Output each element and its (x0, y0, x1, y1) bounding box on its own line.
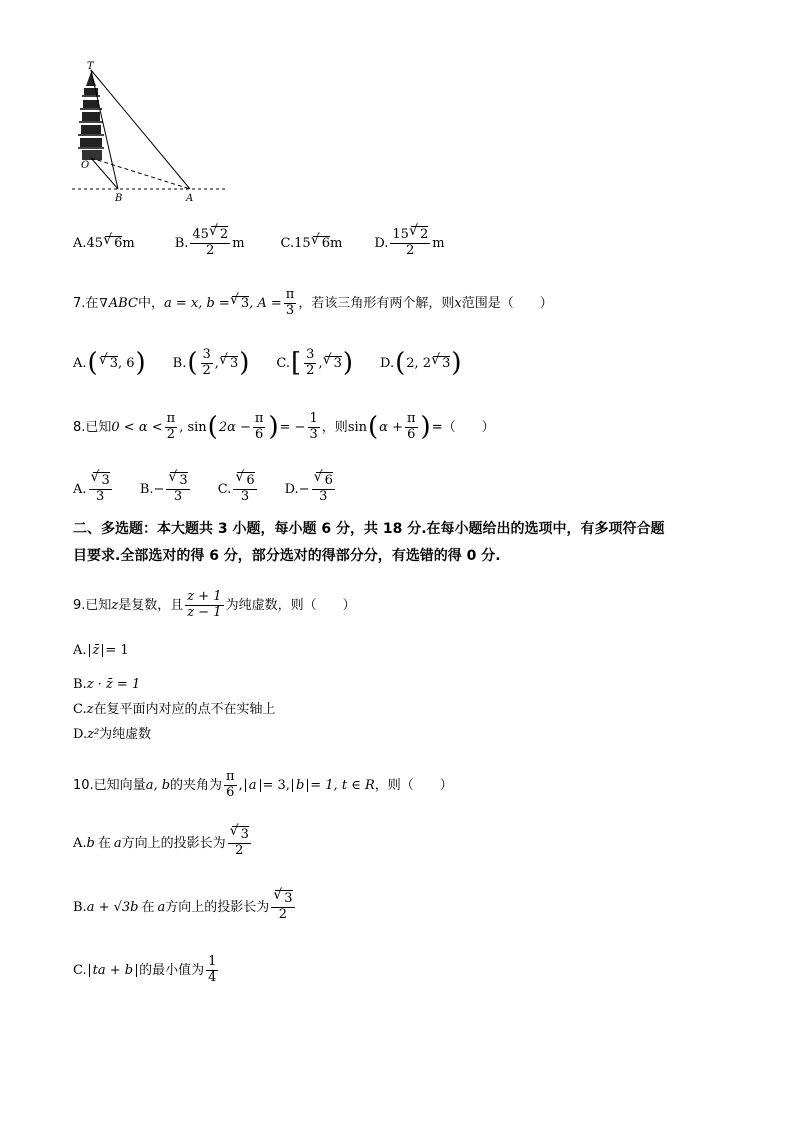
label-t: T (87, 61, 94, 72)
q10-stem: 10.已知向量 a, b 的夹角为 $\frac{\pi}{6}$ , a = 3, b = 1, t ∈ R ，则（ ） (73, 769, 453, 800)
q7-option-d[interactable]: D. ( 2, 2 √ 3 ) (380, 350, 463, 376)
q6-option-a[interactable]: A. 45 √ 6 m (73, 236, 135, 250)
q9-option-a[interactable]: A. z̄ = 1 (73, 643, 129, 658)
q10-option-c[interactable]: C. ta + b 的最小值为 $\frac{1}{4}$ (73, 954, 217, 985)
pagoda-triangle-figure (70, 60, 230, 205)
q7-option-b[interactable]: B. ( $\frac{3}{2}$ , √ 3 ) (173, 348, 251, 379)
q8-stem: 8.已知 0 < α < $\frac{\pi}{2}$ , sin ( 2α − $\frac{\pi}{6}$ ) = − $\frac{1}{3}$ ，则 sin ( α + $\frac{\pi}{6}$ ) =（ ） (73, 411, 495, 443)
q9-option-c[interactable]: C. z 在复平面内对应的点不在实轴上 (73, 702, 276, 717)
q7-options (73, 348, 489, 379)
q6-option-c[interactable]: C. 15 √ 6 m (281, 236, 343, 250)
q6-options (73, 228, 471, 259)
q9-stem: 9.已知 z 是复数，且 $\frac{z + 1}{z - 1}$ 为纯虚数，则（ ） (73, 589, 356, 620)
q10-option-b[interactable]: B. a + √3b 在 a 方向上的投影长为 √ $\frac{3}{2}$ (73, 892, 297, 923)
q7-option-c[interactable]: C. [ $\frac{3}{2}$ , √ 3 ) (276, 348, 354, 379)
q7-option-a[interactable]: A. ( √ 3 , 6 ) (73, 350, 147, 376)
label-o: O (81, 160, 90, 171)
section-heading-line2: 目要求.全部选对的得 6 分，部分选对的得部分分，有选错的得 0 分. (73, 548, 501, 564)
q10-option-a[interactable]: A. b 在 a 方向上的投影长为 √ $\frac{3}{2}$ (73, 828, 253, 859)
pagoda-icon (78, 72, 104, 160)
q9-option-b[interactable]: B. z · z̄ = 1 (73, 677, 141, 692)
label-b: B (115, 193, 123, 204)
q9-option-d[interactable]: D. z² 为纯虚数 (73, 727, 152, 742)
q8-option-d[interactable]: D. − √ $\frac{6}{3}$ (285, 474, 337, 505)
q8-option-b[interactable]: B. − √ $\frac{3}{3}$ (140, 474, 192, 505)
q8-options (73, 474, 363, 505)
q6-option-d[interactable]: D. $\frac{15√ 2}{2}$ m (374, 228, 444, 259)
q6-option-b[interactable]: B. $\frac{45√ 2}{2}$ m (175, 228, 245, 259)
section-heading-line1: 二、多选题：本大题共 3 小题，每小题 6 分，共 18 分.在每小题给出的选项中，有多项符合题 (73, 521, 665, 537)
label-a: A (186, 193, 194, 204)
q8-option-c[interactable]: C. √ $\frac{6}{3}$ (218, 474, 259, 505)
triangle-symbol-icon: ∇ (99, 296, 108, 311)
q7-stem: 7.在 ∇ ABC 中， a = x, b = √ 3 , A = $\frac{\pi}{3}$ ，若该三角形有两个解，则 x 范围是（ ） (73, 288, 553, 319)
q8-option-a[interactable]: A. √ $\frac{3}{3}$ (73, 474, 114, 505)
